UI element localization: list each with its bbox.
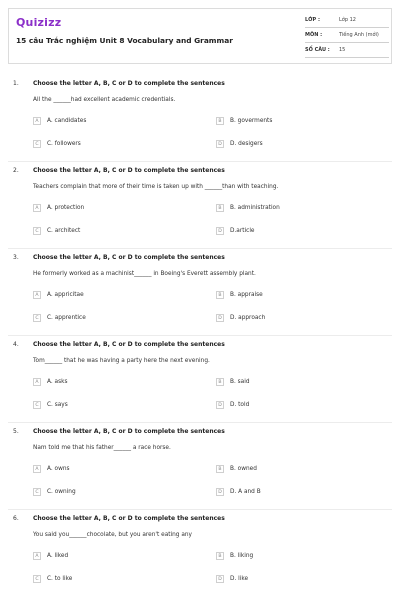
option-text: B. appraise [230, 292, 263, 298]
option-d[interactable] [216, 575, 248, 583]
question-divider [8, 161, 392, 162]
option-letter-box: A [33, 552, 41, 560]
option-text: D. like [230, 576, 249, 582]
quizizz-logo: Quizizz [16, 16, 62, 29]
option-text: B. administration [230, 205, 280, 211]
question-divider [8, 335, 392, 336]
option-text: A. asks [47, 379, 68, 385]
option-letter-box: B [216, 117, 224, 125]
option-c[interactable] [33, 140, 81, 148]
option-c[interactable] [33, 575, 72, 583]
option-text: C. followers [47, 141, 81, 147]
option-text: D.article [230, 228, 255, 234]
option-letter-box: A [33, 291, 41, 299]
option-text: A. protection [47, 205, 85, 211]
option-d[interactable] [216, 314, 265, 322]
option-a[interactable] [33, 291, 84, 299]
info-key: MÔN : [305, 32, 323, 38]
question-number: 6. [13, 515, 19, 522]
question-text: Tom______ that he was having a party here the next evening. [33, 358, 210, 364]
option-text: A. owns [47, 466, 70, 472]
option-text: D. desigers [230, 141, 263, 147]
option-a[interactable] [33, 204, 84, 212]
info-key: LỚP : [305, 17, 320, 23]
option-letter-box: D [216, 227, 224, 235]
option-text: C. to like [47, 576, 73, 582]
option-text: A. candidates [47, 118, 87, 124]
option-text: B. said [230, 379, 250, 385]
info-row-subject [305, 28, 389, 43]
option-letter-box: A [33, 378, 41, 386]
option-letter-box: D [216, 314, 224, 322]
question-number: 3. [13, 254, 19, 261]
option-letter-box: B [216, 465, 224, 473]
question-instruction: Choose the letter A, B, C or D to complete the sentences [33, 515, 225, 522]
option-letter-box: C [33, 227, 41, 235]
option-b[interactable] [216, 291, 263, 299]
option-c[interactable] [33, 227, 80, 235]
option-text: C. apprentice [47, 315, 86, 321]
option-text: A. appricitae [47, 292, 84, 298]
option-c[interactable] [33, 401, 68, 409]
option-text: B. owned [230, 466, 257, 472]
option-d[interactable] [216, 401, 249, 409]
option-b[interactable] [216, 204, 280, 212]
option-text: D. A and B [230, 489, 261, 495]
option-d[interactable] [216, 488, 261, 496]
option-a[interactable] [33, 465, 70, 473]
question-instruction: Choose the letter A, B, C or D to complete the sentences [33, 80, 225, 87]
option-letter-box: C [33, 401, 41, 409]
question-instruction: Choose the letter A, B, C or D to complete the sentences [33, 341, 225, 348]
option-letter-box: B [216, 204, 224, 212]
option-text: A. liked [47, 553, 69, 559]
question-divider [8, 248, 392, 249]
option-d[interactable] [216, 140, 263, 148]
option-b[interactable] [216, 117, 272, 125]
question-number: 4. [13, 341, 19, 348]
question-instruction: Choose the letter A, B, C or D to complete the sentences [33, 428, 225, 435]
option-b[interactable] [216, 552, 253, 560]
question-instruction: Choose the letter A, B, C or D to complete the sentences [33, 167, 225, 174]
worksheet-title: 15 câu Trắc nghiệm Unit 8 Vocabulary and Grammar [16, 36, 233, 45]
info-row-count [305, 43, 389, 58]
question-divider [8, 509, 392, 510]
option-letter-box: B [216, 552, 224, 560]
option-text: D. told [230, 402, 250, 408]
question-text: You said you______chocolate, but you aren't eating any [33, 532, 192, 538]
option-d[interactable] [216, 227, 255, 235]
option-letter-box: B [216, 378, 224, 386]
worksheet-header [8, 8, 392, 64]
option-letter-box: D [216, 140, 224, 148]
info-value: Tiếng Anh (mới) [339, 32, 379, 38]
question-text: All the ______had excellent academic credentials. [33, 97, 176, 103]
option-text: C. architect [47, 228, 81, 234]
option-text: C. says [47, 402, 68, 408]
info-value: 15 [339, 47, 346, 53]
question-text: He formerly worked as a machinist______ in Boeing's Everett assembly plant. [33, 271, 256, 277]
question-text: Nam told me that his father______ a race horse. [33, 445, 171, 451]
question-number: 1. [13, 80, 19, 87]
option-text: D. approach [230, 315, 266, 321]
option-a[interactable] [33, 117, 86, 125]
option-letter-box: A [33, 465, 41, 473]
option-a[interactable] [33, 378, 68, 386]
info-value: Lớp 12 [339, 17, 356, 23]
option-a[interactable] [33, 552, 68, 560]
option-letter-box: C [33, 575, 41, 583]
option-c[interactable] [33, 488, 76, 496]
option-text: B. goverments [230, 118, 273, 124]
question-number: 2. [13, 167, 19, 174]
option-letter-box: A [33, 117, 41, 125]
option-letter-box: C [33, 140, 41, 148]
option-c[interactable] [33, 314, 86, 322]
question-number: 5. [13, 428, 19, 435]
option-letter-box: C [33, 488, 41, 496]
option-letter-box: D [216, 401, 224, 409]
option-text: B. liking [230, 553, 254, 559]
option-letter-box: B [216, 291, 224, 299]
option-letter-box: C [33, 314, 41, 322]
info-table [305, 13, 389, 58]
info-key: SỐ CÂU : [305, 47, 330, 53]
option-text: C. owning [47, 489, 76, 495]
option-letter-box: D [216, 488, 224, 496]
info-row-class [305, 13, 389, 28]
question-instruction: Choose the letter A, B, C or D to complete the sentences [33, 254, 225, 261]
option-b[interactable] [216, 378, 250, 386]
option-letter-box: A [33, 204, 41, 212]
question-divider [8, 422, 392, 423]
question-text: Teachers complain that more of their time is taken up with ______than with teaching. [33, 184, 279, 190]
option-b[interactable] [216, 465, 257, 473]
option-letter-box: D [216, 575, 224, 583]
